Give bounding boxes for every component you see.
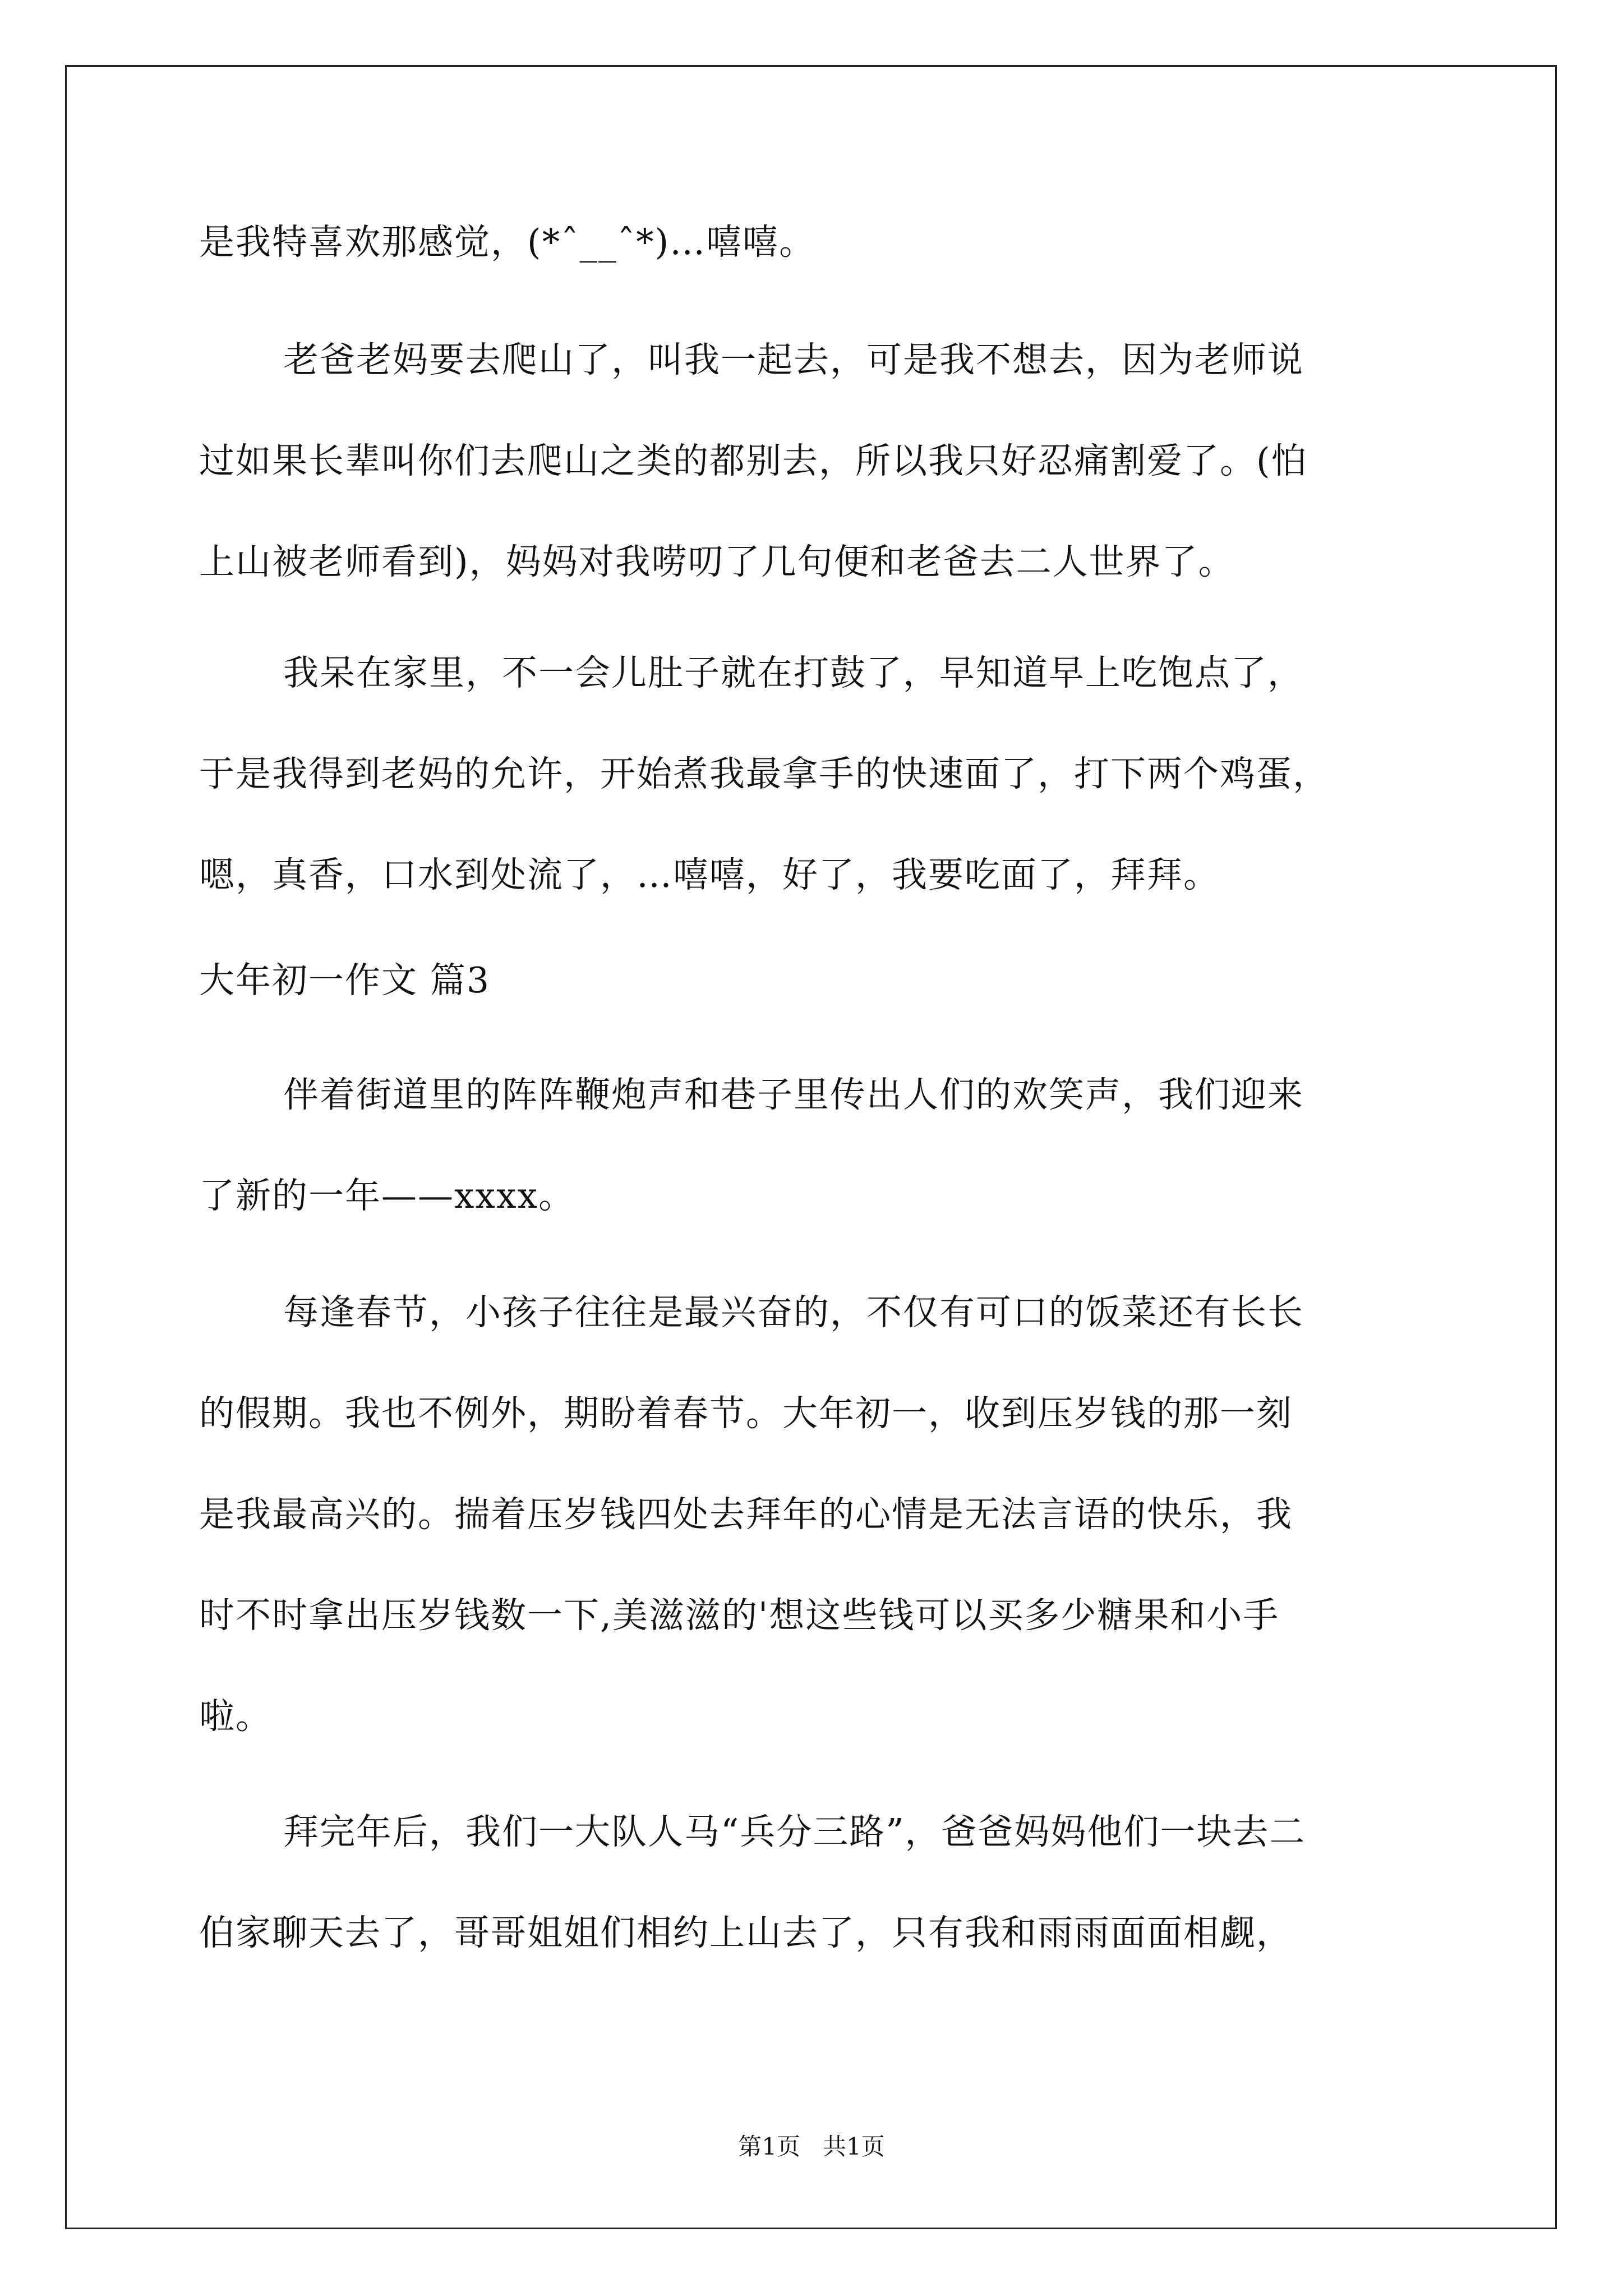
page-border (65, 65, 1557, 2229)
page-footer: 第1页 共1页 (738, 2133, 885, 2160)
section-heading: 大年初一作文 篇3 (199, 960, 491, 1001)
text-line: 上山被老师看到)，妈妈对我唠叨了几句便和老爸去二人世界了。 (199, 541, 1235, 582)
paragraph-start-line: 我呆在家里，不一会儿肚子就在打鼓了，早知道早上吃饱点了， (283, 652, 1304, 693)
text-line: 了新的一年——xxxx。 (199, 1175, 575, 1216)
text-line: 伯家聊天去了，哥哥姐姐们相约上山去了，只有我和雨雨面面相觑， (199, 1912, 1293, 1953)
text-line: 啦。 (199, 1696, 272, 1737)
text-line: 过如果长辈叫你们去爬山之类的都别去，所以我只好忍痛割爱了。(怕 (199, 440, 1308, 481)
paragraph-start-line: 拜完年后，我们一大队人马“兵分三路”，爸爸妈妈他们一块去二 (283, 1811, 1306, 1852)
text-line: 是我最高兴的。揣着压岁钱四处去拜年的心情是无法言语的快乐，我 (199, 1494, 1293, 1535)
paragraph-start-line: 伴着街道里的阵阵鞭炮声和巷子里传出人们的欢笑声，我们迎来 (283, 1074, 1304, 1115)
paragraph-start-line: 老爸老妈要去爬山了，叫我一起去，可是我不想去，因为老师说 (283, 339, 1304, 380)
text-line: 时不时拿出压岁钱数一下,美滋滋的'想这些钱可以买多少糖果和小手 (199, 1595, 1280, 1636)
text-line: 于是我得到老妈的允许，开始煮我最拿手的快速面了，打下两个鸡蛋， (199, 753, 1329, 794)
text-line: 嗯，真香，口水到处流了，…嘻嘻，好了，我要吃面了，拜拜。 (199, 854, 1220, 895)
text-line: 是我特喜欢那感觉，(*ˆ__ˆ*)…嘻嘻。 (199, 222, 816, 263)
paragraph-start-line: 每逢春节，小孩子往往是最兴奋的，不仅有可口的饭菜还有长长 (283, 1292, 1304, 1333)
text-line: 的假期。我也不例外，期盼着春节。大年初一，收到压岁钱的那一刻 (199, 1393, 1293, 1434)
